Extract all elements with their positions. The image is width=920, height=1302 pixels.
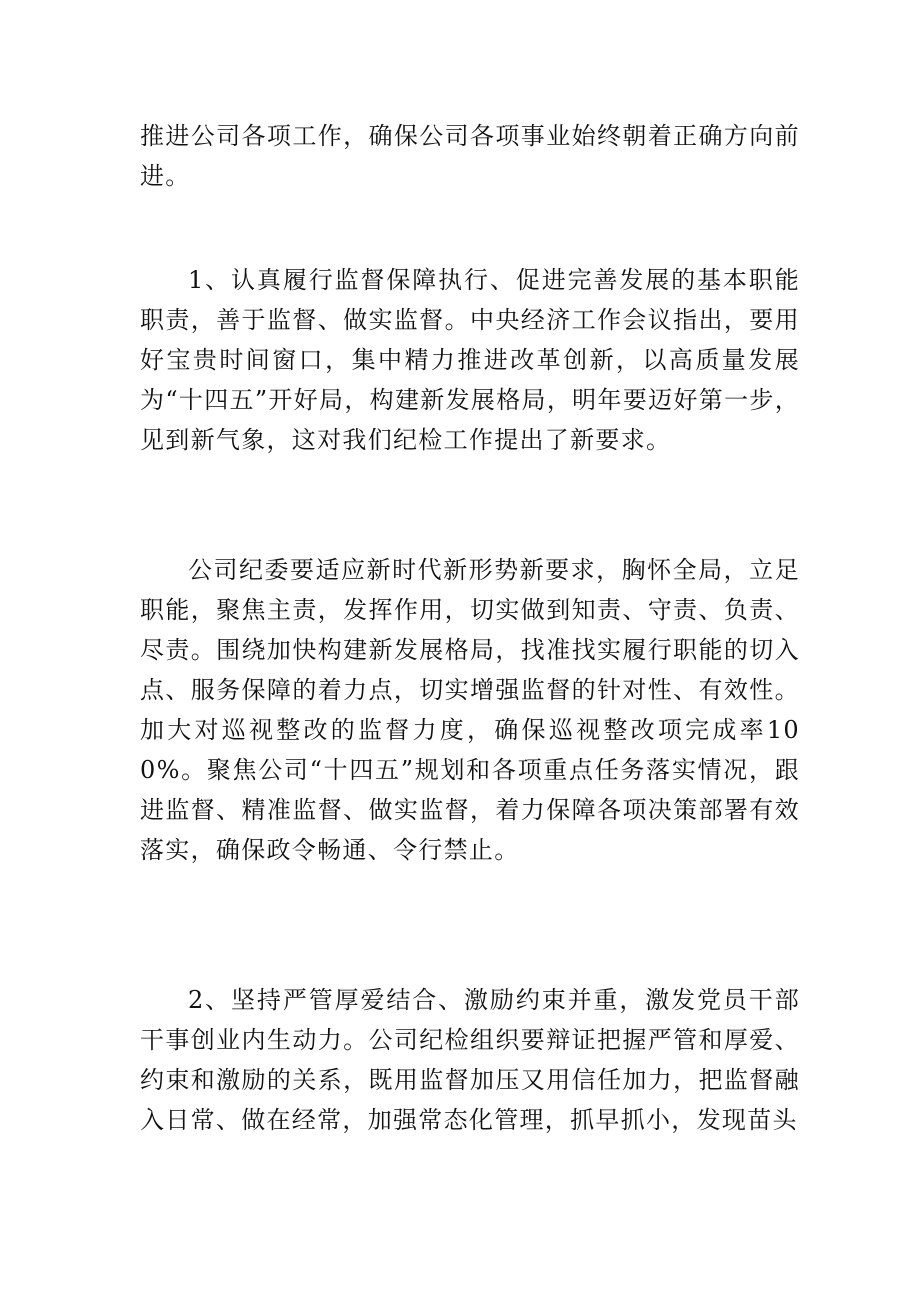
paragraph-item-2: 2、坚持严管厚爱结合、激励约束并重，激发党员干部干事创业内生动力。公司纪检组织要辩证把握严管和厚爱、约束和激励的关系，既用监督加压又用信任加力，把监督融入日常、做在经常，加强常态化管理，抓早抓小，发现苗头 [140,986,800,1134]
paragraph-continuation: 推进公司各项工作，确保公司各项事业始终朝着正确方向前进。 [140,122,800,190]
paragraph-discipline-committee: 公司纪委要适应新时代新形势新要求，胸怀全局，立足职能，聚焦主责，发挥作用，切实做到知责、守责、负责、尽责。围绕加快构建新发展格局，找准找实履行职能的切入点、服务保障的着力点，切实增强监督的针对性、有效性。加大对巡视整改的监督力度，确保巡视整改项完成率100%。聚焦公司“十四五”规划和各项重点任务落实情况，跟进监督、精准监督、做实监督，着力保障各项决策部署有效落实，确保政令畅通、令行禁止。 [140,556,800,864]
paragraph-item-1: 1、认真履行监督保障执行、促进完善发展的基本职能职责，善于监督、做实监督。中央经济工作会议指出，要用好宝贵时间窗口，集中精力推进改革创新，以高质量发展为“十四五”开好局，构建新发展格局，明年要迈好第一步，见到新气象，这对我们纪检工作提出了新要求。 [140,266,800,454]
